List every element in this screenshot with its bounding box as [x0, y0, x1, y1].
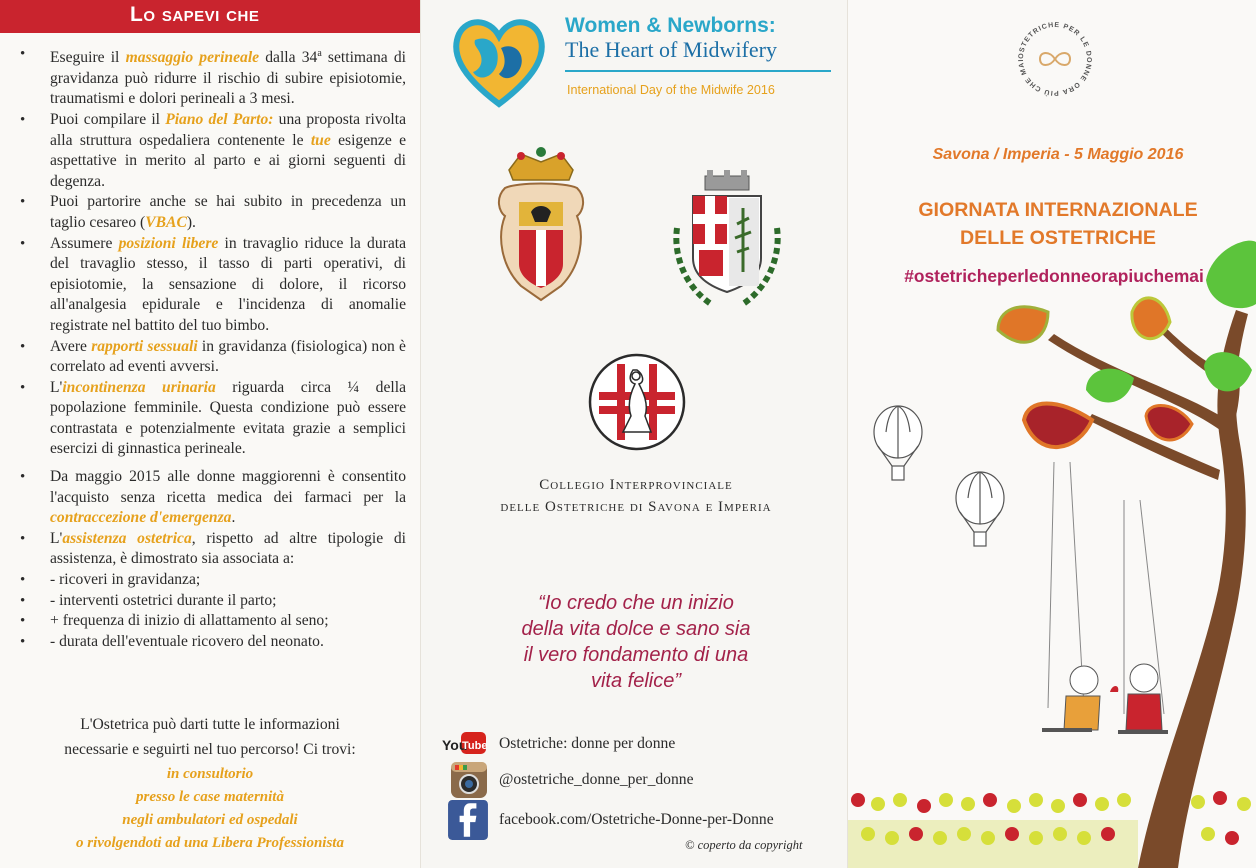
fact-item: • Avere rapporti sessuali in gravidanza (fisiologica) non è correlato ad eventi avversi.	[0, 337, 420, 378]
quote: “Io credo che un inizio della vita dolce e sano sia il vero fondamento di una vita felice”	[521, 592, 751, 692]
fact-item: • Eseguire il massaggio perineale dalla 34$^a$ settimana di gravidanza può ridurre il rischio di subire episiotomie, traumatismi e dolori perineali a 3 mesi.	[0, 44, 420, 110]
youtube-text: Ostetriche: donne per donne	[499, 735, 676, 752]
sub-item: • - durata dell'eventuale ricovero del neonato.	[0, 632, 420, 653]
collegio-seal-icon	[587, 352, 687, 452]
tree-swing-illustration	[848, 230, 1256, 868]
youtube-link[interactable]	[441, 724, 676, 764]
svg-text:OSTETRICHE PER LE DONNE ORA PI: OSTETRICHE PER LE DONNE ORA PIÙ CHE MAI	[1017, 21, 1093, 97]
location-item: presso le case maternità	[136, 789, 284, 805]
youtube-icon	[441, 731, 487, 757]
heading-banner	[0, 0, 420, 33]
heart-logo-icon	[449, 12, 549, 112]
heading-title: Lo sapevi che	[130, 3, 260, 26]
fact-item: • Puoi partorire anche se hai subito in precedenza un taglio cesareo (VBAC).	[0, 192, 420, 233]
event-title: GIORNATA INTERNAZIONALE DELLE OSTETRICHE	[918, 199, 1198, 249]
collegio-name: Collegio Interprovinciale delle Ostetriche di Savona e Imperia	[500, 477, 772, 515]
fact-item: • L'incontinenza urinaria riguarda circa ¼ della popolazione femminile. Questa condizione può essere contrastata e potenzialmente evitata grazie a semplici esercizi di ginnastica perineale.	[0, 378, 420, 460]
fact-item: • L'assistenza ostetrica, rispetto ad altre tipologie di assistenza, è dimostrato sia associata a:	[0, 529, 420, 570]
closing-text: L'Ostetrica può darti tutte le informazioni necessarie e seguirti nel tuo percorso! Ci trovi:	[64, 716, 356, 758]
sub-item: • - ricoveri in gravidanza;	[0, 570, 420, 591]
divider	[565, 70, 831, 72]
sub-item: • - interventi ostetrici durante il parto;	[0, 591, 420, 612]
idm-title: Women & Newborns: The Heart of Midwifery	[565, 14, 777, 62]
savona-crest-icon	[491, 146, 591, 306]
copyright: © coperto da copyright	[685, 838, 803, 852]
facts-list	[0, 44, 420, 652]
location-item: o rivolgendoti ad una Libera Professionista	[76, 835, 344, 851]
instagram-icon	[447, 760, 491, 800]
fact-item: • Assumere posizioni libere in travaglio riduce la durata del travaglio stesso, il tasso di parti operativi, di episiotomie, la sensazione di dolore, il ricorso all'analgesia epidurale e l'incidenza di anomalie registrate nel battito del tuo bimbo.	[0, 234, 420, 337]
hashtag: #ostetricheperledonneorapiuchemai	[904, 266, 1204, 286]
panel-cover	[848, 0, 1256, 868]
sub-item: • + frequenza di inizio di allattamento al seno;	[0, 611, 420, 632]
fact-item: • Puoi compilare il Piano del Parto: una proposta rivolta alla struttura ospedaliera contenente le tue esigenze e aspettative in merito al parto e ai giorni seguenti di degenza.	[0, 110, 420, 192]
location-item: negli ambulatori ed ospedali	[122, 812, 298, 828]
facebook-icon	[447, 799, 489, 841]
location-item: in consultorio	[166, 766, 254, 782]
svg-text:Tube: Tube	[462, 740, 487, 752]
idm-day: International Day of the Midwife 2016	[567, 83, 775, 97]
instagram-link[interactable]	[441, 760, 694, 800]
svg-text:You: You	[442, 737, 468, 753]
instagram-text: @ostetriche_donne_per_donne	[499, 771, 694, 788]
fact-item: • Da maggio 2015 alle donne maggiorenni è consentito l'acquisto senza ricetta medica dei farmaci per la contraccezione d'emergenza.	[0, 467, 420, 529]
event-date: Savona / Imperia - 5 Maggio 2016	[932, 146, 1184, 163]
panel-lo-sapevi-che	[0, 0, 420, 868]
facebook-link[interactable]	[441, 800, 774, 840]
panel-middle	[420, 0, 848, 868]
infinity-seal-icon	[1014, 18, 1096, 100]
facebook-text: facebook.com/Ostetriche-Donne-per-Donne	[499, 811, 774, 828]
imperia-crest-icon	[667, 168, 787, 318]
